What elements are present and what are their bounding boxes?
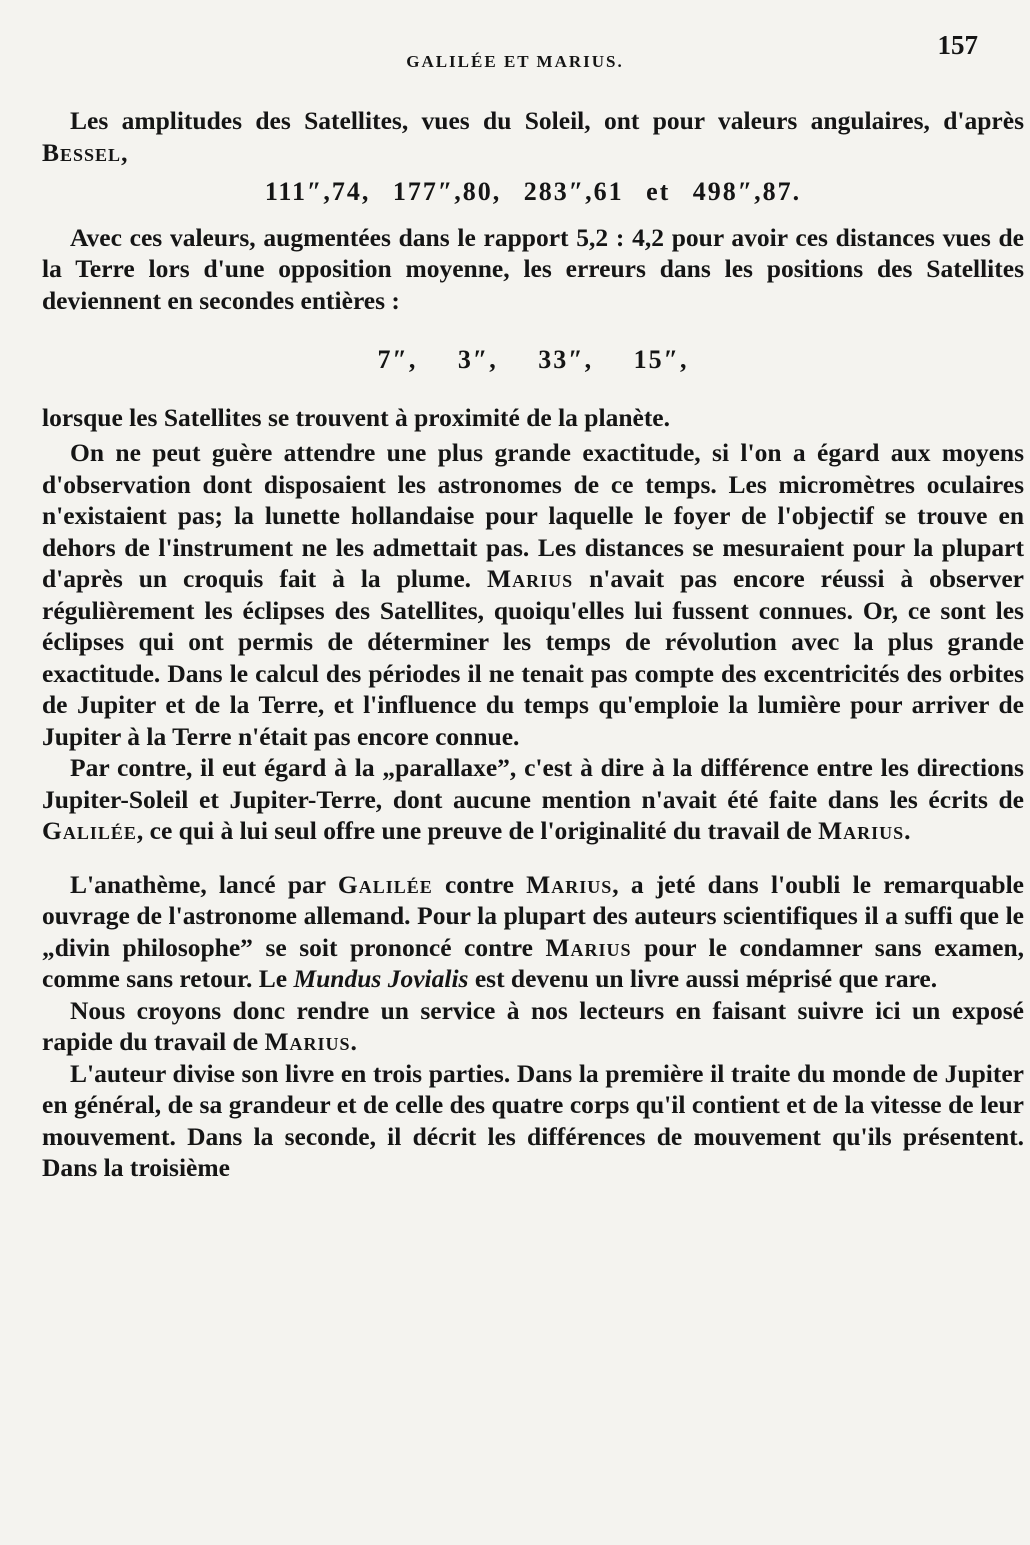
author-name-galilee: Galilée	[337, 869, 433, 899]
text-run: Les amplitudes des Satellites, vues du Soleil, ont pour valeurs angulaires, d'après	[70, 106, 1024, 135]
author-name-bessel: Bessel	[42, 137, 122, 167]
paragraph-proximite: lorsque les Satellites se trouvent à proximité de la planète.	[42, 402, 670, 432]
paragraph-service	[42, 995, 1024, 1058]
text-run: ,	[121, 137, 128, 167]
formula-amplitudes: 111″,74, 177″,80, 283″,61 et 498″,87.	[264, 177, 802, 206]
author-name-marius: Marius	[526, 869, 613, 899]
text-run: est devenu un livre aussi méprisé que rare.	[468, 964, 938, 993]
author-name-marius: Marius	[487, 564, 574, 593]
running-title: GALILÉE ET MARIUS.	[406, 52, 624, 71]
paragraph-exactitude	[42, 437, 1024, 752]
author-name-marius: Marius	[264, 1027, 351, 1056]
author-name-marius: Marius	[545, 932, 632, 962]
paragraph-valeurs: Avec ces valeurs, augmentées dans le rapport 5,2 : 4,2 pour avoir ces distances vues de la Terre lors d'une opposition moyenne, les erreurs dans les positions des Satellites deviennent en secondes entières :	[42, 222, 1024, 315]
text-run: .	[904, 816, 911, 845]
text-run: Par contre, il eut égard à la „parallaxe”, c'est à dire à la différence entre les directions Jupiter-Soleil et Jupiter-Terre, dont aucune mention n'avait été faite dans les écrits de	[42, 753, 1024, 814]
text-run: .	[350, 1027, 357, 1056]
body-text	[42, 105, 1024, 1184]
paragraph-amplitudes	[42, 105, 1024, 168]
text-run: On ne peut guère attendre une plus grande exactitude, si l'on a égard aux moyens d'observation dont disposaient les astronomes de ce temps. Les micromètres oculaires n'existaient pas; la lunette hollandaise pour laquelle le foyer de l'objectif se trouve en dehors de l'instrument ne les admettait pas. Les distances se mesuraient pour la plupart d'après un croquis fait à la plume.	[42, 438, 1024, 593]
paragraph-anatheme	[42, 869, 1024, 995]
text-run: n'avait pas encore réussi à observer régulièrement les éclipses des Satellites, quoiqu'elles lui fussent connues. Or, ce sont les éclipses qui ont permis de déterminer les temps de révolution avec la plus grande exactitude. Dans le calcul des périodes il ne tenait pas compte des excentricités des orbites de Jupiter et de la Terre, et l'influence du temps qu'emploie la lumière pour arriver de Jupiter à la Terre n'était pas encore connue.	[42, 564, 1024, 751]
text-run: , ce qui à lui seul offre une preuve de l'originalité du travail de	[136, 816, 819, 845]
paragraph-parallaxe	[42, 752, 1024, 847]
book-title: Mundus Jovialis	[293, 964, 469, 993]
formula-errors: 7″, 3″, 33″, 15″,	[377, 345, 689, 374]
text-run: contre	[432, 869, 527, 899]
page-number: 157	[937, 30, 978, 60]
text-run: Nous croyons donc rendre un service à nos lecteurs en faisant suivre ici un exposé rapide du travail de	[42, 995, 1024, 1056]
author-name-marius: Marius	[818, 816, 905, 845]
author-name-galilee: Galilée	[42, 816, 137, 845]
text-run: pour le condamner sans examen, comme sans retour. Le	[42, 932, 1025, 993]
text-run: , a jeté dans l'oubli le remarquable ouvrage de l'astronome allemand. Pour la plupart des auteurs scientifiques il a suffi que le „divin philosophe” se soit prononcé contre	[42, 869, 1024, 962]
text-run: L'anathème, lancé par	[70, 869, 338, 899]
paragraph-parties: L'auteur divise son livre en trois parties. Dans la première il traite du monde de Jupiter en général, de sa grandeur et de celle des quatre corps qu'il contient et de la vitesse de leur mouvement. Dans la seconde, il décrit les différences de mouvement qu'ils présentent. Dans la troisième	[42, 1058, 1024, 1182]
